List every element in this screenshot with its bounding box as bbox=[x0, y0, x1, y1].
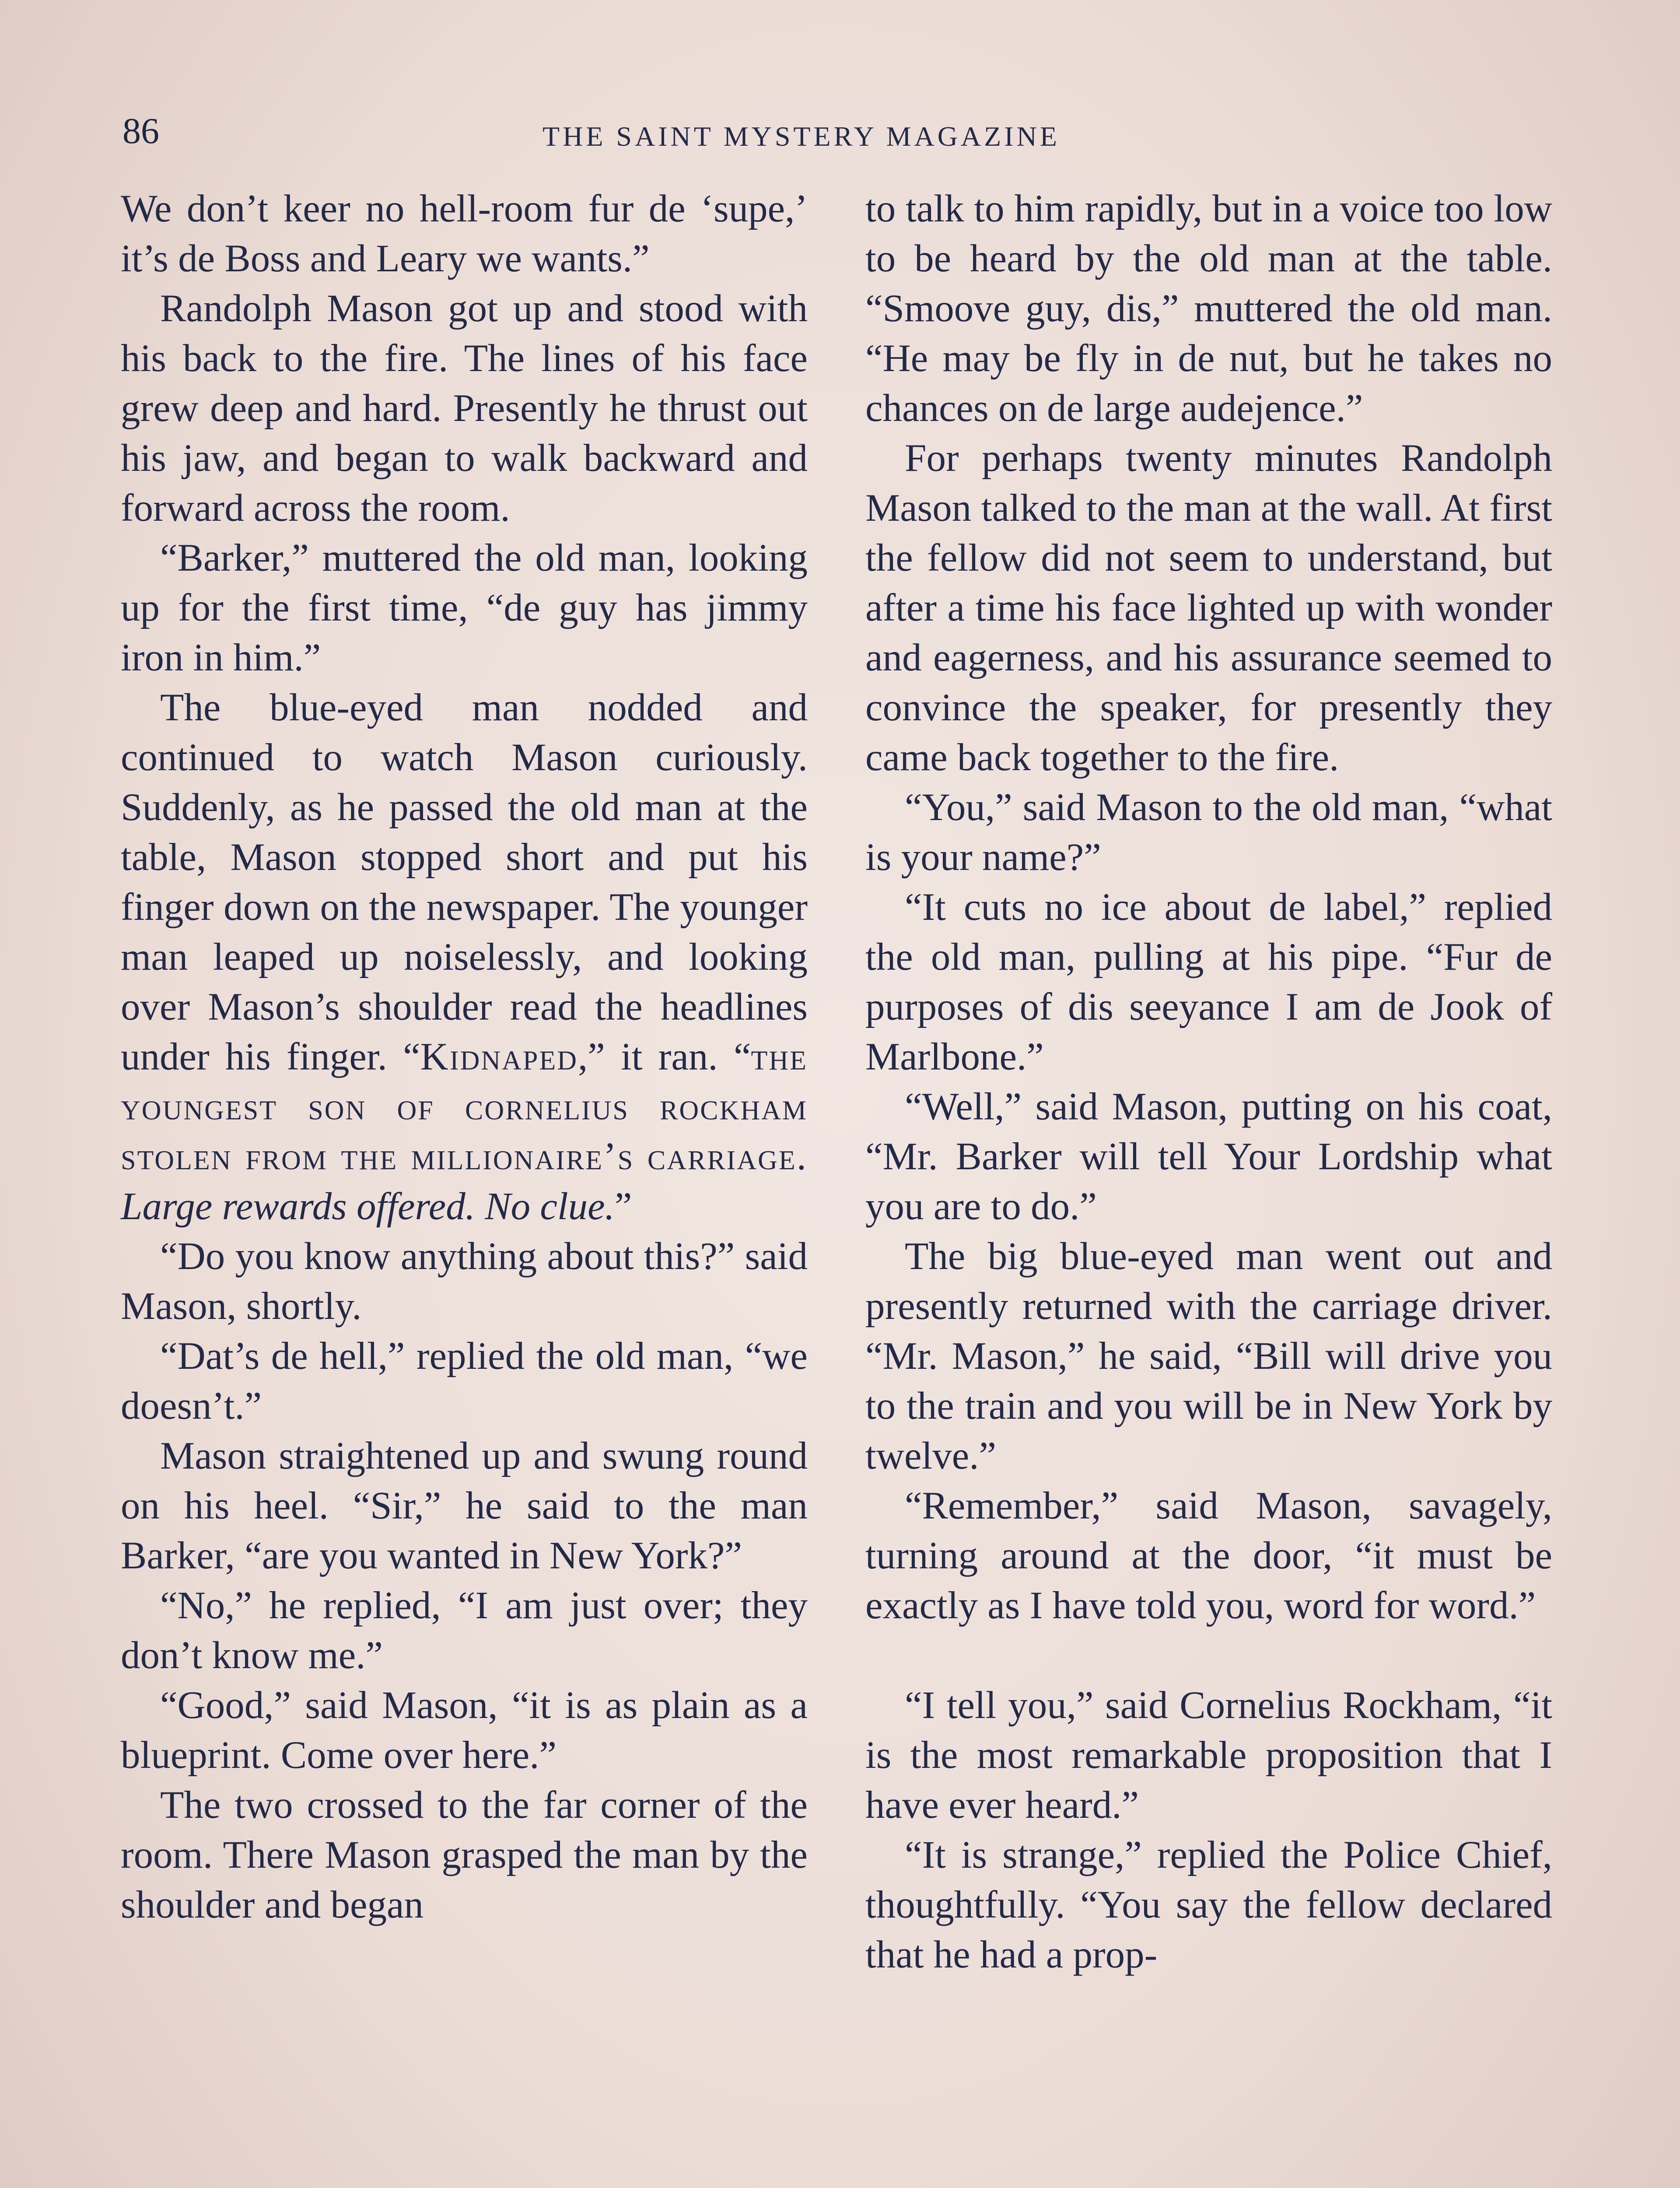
paragraph: The two crossed to the far corner of the room. There Mason grasped the man by the shoulder and began bbox=[121, 1784, 808, 1926]
paragraph: “Well,” said Mason, putting on his coat, “Mr. Barker will tell Your Lordship what you are to do.” bbox=[865, 1085, 1552, 1228]
headline-text: the youngest son of cornelius rockham stolen from the millionaire’s carriage. bbox=[121, 1035, 808, 1178]
magazine-title: THE SAINT MYSTERY MAGAZINE bbox=[542, 121, 1060, 152]
headline-italic-text: Large rewards offered. No clue. bbox=[121, 1185, 615, 1228]
paragraph-text: ,” it ran. “ bbox=[578, 1035, 751, 1078]
paragraph: “It is strange,” replied the Police Chief, thoughtfully. “You say the fellow declared that he had a prop- bbox=[865, 1834, 1552, 1976]
paragraph: For perhaps twenty minutes Randolph Mason talked to the man at the wall. At first the fellow did not seem to understand, but after a time his face lighted up with wonder and eagerness, and his assurance seemed to convince the speaker, for presently they came back together to the fire. bbox=[865, 437, 1552, 779]
paragraph: “Barker,” muttered the old man, looking up for the first time, “de guy has jimmy iron in him.” bbox=[121, 536, 808, 679]
paragraph-text: The blue-eyed man nodded and continued to watch Mason curiously. Suddenly, as he passed the old man at the table, Mason stopped short and put his finger down on the newspaper. The younger man leaped up noiselessly, and looking over Mason’s shoulder read the headlines under his finger. “ bbox=[121, 686, 808, 1078]
right-text-column bbox=[865, 184, 1552, 1980]
paragraph: Mason straightened up and swung round on his heel. “Sir,” he said to the man Barker, “are you wanted in New York?” bbox=[121, 1434, 808, 1577]
paragraph: We don’t keer no hell-room fur de ‘supe,’ it’s de Boss and Leary we wants.” bbox=[121, 187, 808, 280]
paragraph-with-headline bbox=[121, 683, 808, 1231]
paragraph: Randolph Mason got up and stood with his back to the fire. The lines of his face grew deep and hard. Presently he thrust out his jaw, and began to walk backward and forward across the room. bbox=[121, 287, 808, 529]
paragraph: “Remember,” said Mason, savagely, turning around at the door, “it must be exactly as I have told you, word for word.” bbox=[865, 1484, 1552, 1627]
paragraph: “Dat’s de hell,” replied the old man, “we doesn’t.” bbox=[121, 1335, 808, 1427]
running-head bbox=[122, 109, 1553, 162]
paragraph: to talk to him rapidly, but in a voice too low to be heard by the old man at the table. “Smoove guy, dis,” muttered the old man. “He may be fly in de nut, but he takes no chances on de large audejence.” bbox=[865, 187, 1552, 430]
paragraph: “Do you know anything about this?” said Mason, shortly. bbox=[121, 1235, 808, 1328]
headline-word: Kidnaped bbox=[420, 1035, 578, 1078]
left-text-column bbox=[121, 184, 808, 1930]
paragraph-text: ” bbox=[614, 1185, 632, 1228]
paragraph: The big blue-eyed man went out and presently returned with the carriage driver. “Mr. Mason,” he said, “Bill will drive you to the train and you will be in New York by twelve.” bbox=[865, 1235, 1552, 1477]
paragraph: “I tell you,” said Cornelius Rockham, “it is the most remarkable proposition that I have ever heard.” bbox=[865, 1684, 1552, 1827]
section-break bbox=[865, 1630, 1552, 1680]
paragraph: “No,” he replied, “I am just over; they don’t know me.” bbox=[121, 1584, 808, 1677]
page-number: 86 bbox=[122, 111, 159, 151]
paragraph: “Good,” said Mason, “it is as plain as a blueprint. Come over here.” bbox=[121, 1684, 808, 1777]
paragraph: “It cuts no ice about de label,” replied the old man, pulling at his pipe. “Fur de purposes of dis seeyance I am de Jook of Marlbone.” bbox=[865, 886, 1552, 1078]
paragraph: “You,” said Mason to the old man, “what is your name?” bbox=[865, 786, 1552, 879]
